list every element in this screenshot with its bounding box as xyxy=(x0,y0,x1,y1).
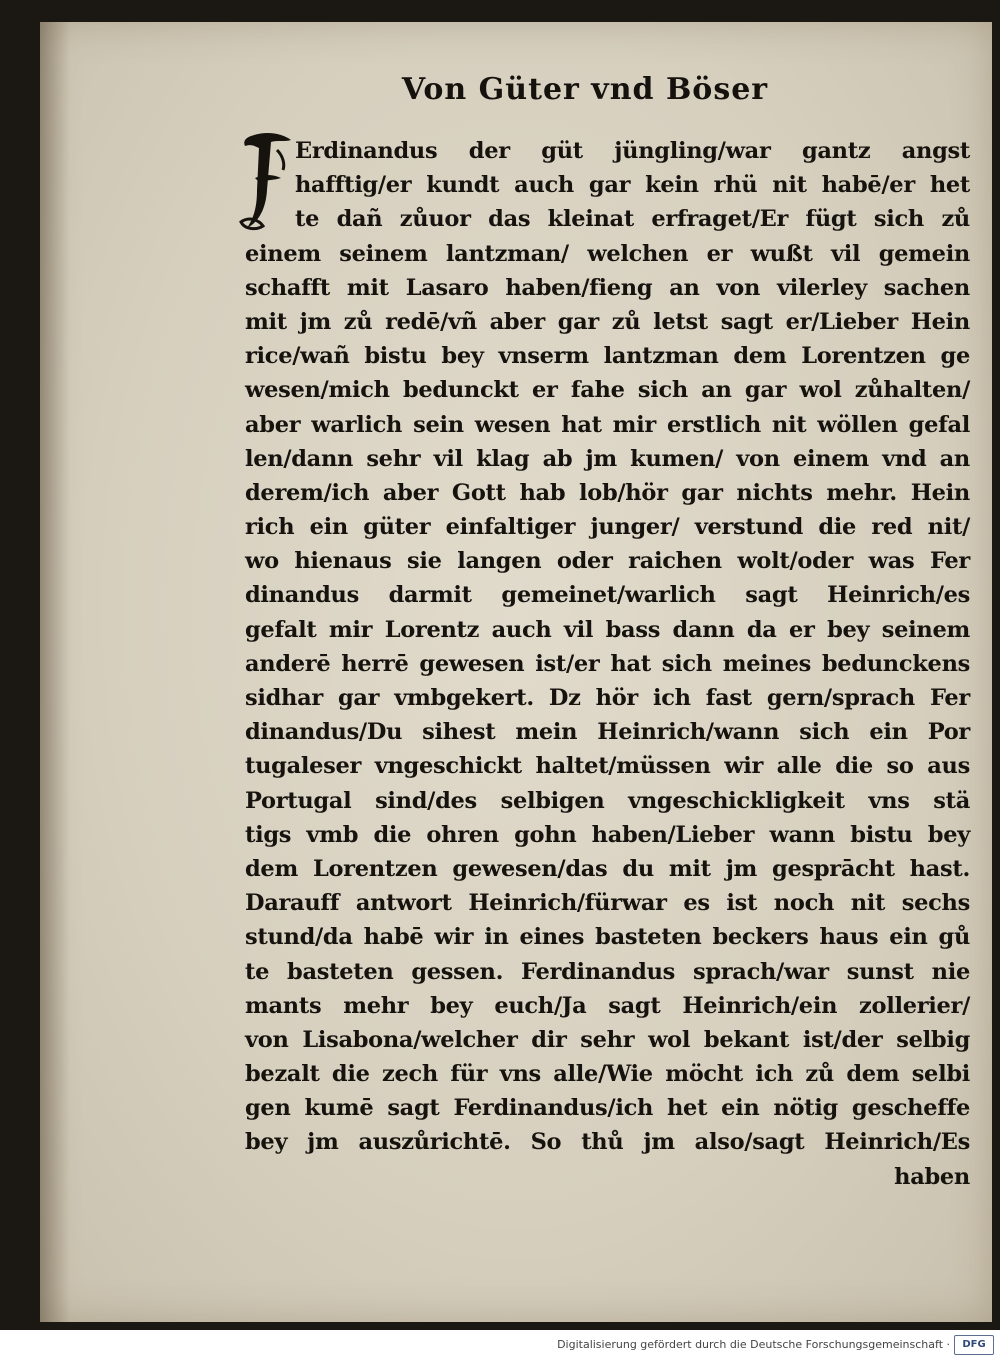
dfg-logo: DFG xyxy=(954,1335,994,1355)
text-line: bezalt die zech für vns alle/Wie möcht ich zů dem selbi xyxy=(245,1061,970,1088)
text-line: aber warlich sein wesen hat mir erstlich nit wöllen gefal xyxy=(245,411,970,438)
text-line: mants mehr bey euch/Ja sagt Heinrich/ein zollerier/ xyxy=(245,992,970,1019)
text-line: anderē herrē gewesen ist/er hat sich meines bedunckens xyxy=(245,650,970,677)
text-line: derem/ich aber Gott hab lob/hör gar nichts mehr. Hein xyxy=(245,479,970,506)
text-line: rice/wañ bistu bey vnserm lantzman dem Lorentzen ge xyxy=(245,343,970,370)
text-line: wo hienaus sie langen oder raichen wolt/oder was Fer xyxy=(245,548,970,575)
text-line: gen kumē sagt Ferdinandus/ich het ein nötig gescheffe xyxy=(245,1095,970,1122)
drop-cap-f-icon xyxy=(237,130,295,234)
text-line: dem Lorentzen gewesen/das du mit jm gesprācht hast. xyxy=(245,855,970,882)
text-line: dinandus/Du sihest mein Heinrich/wann sich ein Por xyxy=(245,719,970,746)
text-line: stund/da habē wir in eines basteten beckers haus ein gů xyxy=(245,924,970,951)
text-line: tigs vmb die ohren gohn haben/Lieber wann bistu bey xyxy=(245,821,970,848)
text-line: hafftig/er kundt auch gar kein rhü nit habē/er het xyxy=(295,172,970,199)
funding-notice: Digitalisierung gefördert durch die Deutsche Forschungsgemeinschaft · xyxy=(557,1338,950,1351)
footer-strip xyxy=(0,1330,1000,1358)
text-line: schafft mit Lasaro haben/fieng an von vilerley sachen xyxy=(245,274,970,301)
text-line: te dañ zůuor das kleinat erfraget/Er fügt sich zů xyxy=(295,206,970,233)
text-line: mit jm zů redē/vñ aber gar zů letst sagt er/Lieber Hein xyxy=(245,308,970,335)
text-line: Portugal sind/des selbigen vngeschickligkeit vns stä xyxy=(245,787,970,814)
text-line: bey jm auszůrichtē. So thů jm also/sagt Heinrich/Es xyxy=(245,1129,970,1156)
text-line: rich ein güter einfaltiger junger/ verstund die red nit/ xyxy=(245,514,970,541)
body-text xyxy=(245,134,970,1194)
catchword: haben xyxy=(894,1163,970,1190)
running-head: Von Güter vnd Böser xyxy=(401,72,769,107)
text-line: Erdinandus der güt jüngling/war gantz angst xyxy=(295,138,970,164)
text-line: tugaleser vngeschickt haltet/müssen wir alle die so aus xyxy=(245,753,970,780)
text-line: len/dann sehr vil klag ab jm kumen/ von einem vnd an xyxy=(245,445,970,472)
gutter-shadow xyxy=(40,22,70,1322)
text-line: sidhar gar vmbgekert. Dz hör ich fast gern/sprach Fer xyxy=(245,685,970,711)
text-line: wesen/mich bedunckt er fahe sich an gar wol zůhalten/ xyxy=(245,377,970,404)
text-line: von Lisabona/welcher dir sehr wol bekant ist/der selbig xyxy=(245,1026,970,1053)
text-line: dinandus darmit gemeinet/warlich sagt Heinrich/es xyxy=(245,582,970,609)
text-line: Darauff antwort Heinrich/fürwar es ist noch nit sechs xyxy=(245,890,970,917)
text-line: einem seinem lantzman/ welchen er wußt vil gemein xyxy=(245,240,970,267)
text-line: te basteten gessen. Ferdinandus sprach/war sunst nie xyxy=(245,958,970,985)
book-page xyxy=(40,22,992,1322)
text-line: gefalt mir Lorentz auch vil bass dann da er bey seinem xyxy=(245,616,970,643)
